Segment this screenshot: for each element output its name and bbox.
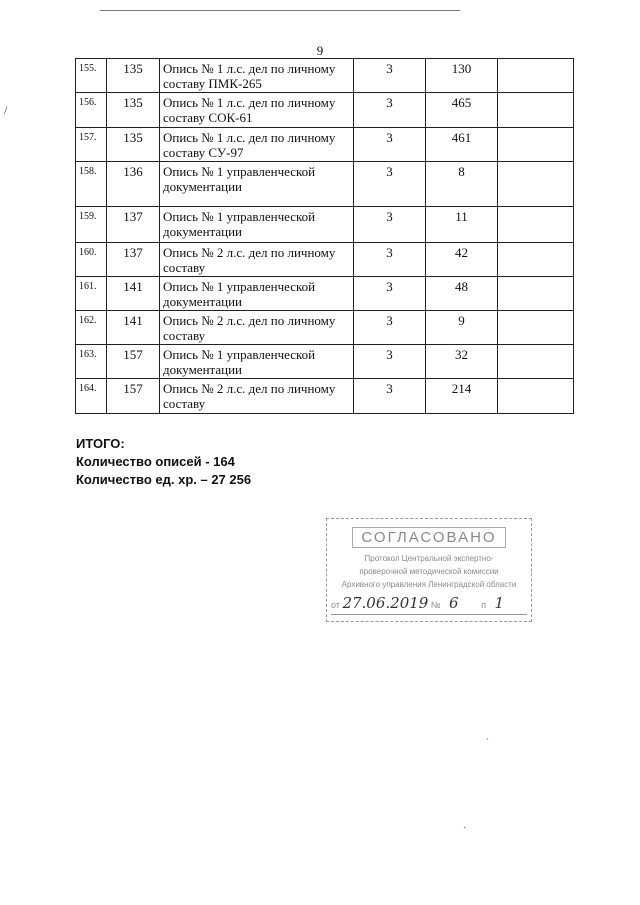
fund-number: 135: [107, 59, 160, 93]
inventory-title: Опись № 1 управленческой документации: [160, 345, 354, 379]
inventory-title: Опись № 2 л.с. дел по личному составу: [160, 379, 354, 414]
table-row: [76, 311, 574, 345]
units-count: 465: [426, 93, 498, 128]
stamp-line-2: проверочной методической комиссии: [359, 567, 499, 576]
inventory-title: Опись № 1 л.с. дел по личному составу СУ-97: [160, 128, 354, 162]
inventory-title: Опись № 1 л.с. дел по личному составу ПМК-265: [160, 59, 354, 93]
storage-term: 3: [354, 93, 426, 128]
units-count: 461: [426, 128, 498, 162]
table-row: [76, 93, 574, 128]
summary-block: [76, 435, 251, 489]
fund-number: 157: [107, 379, 160, 414]
table-row: [76, 379, 574, 414]
table-row: [76, 128, 574, 162]
notes-cell: [498, 128, 574, 162]
fund-number: 157: [107, 345, 160, 379]
row-number: 164.: [76, 379, 107, 414]
units-count: 130: [426, 59, 498, 93]
inventory-title: Опись № 2 л.с. дел по личному составу: [160, 243, 354, 277]
top-rule: [100, 10, 460, 11]
page-number: 9: [316, 43, 324, 58]
stamp-line-3: Архивного управления Ленинградской области: [341, 580, 517, 589]
stamp-heading: СОГЛАСОВАНО: [352, 527, 505, 548]
storage-term: 3: [354, 128, 426, 162]
inventory-title: Опись № 1 л.с. дел по личному составу СОК-61: [160, 93, 354, 128]
stamp-item-prefix: п: [481, 600, 486, 610]
inventory-table: [75, 58, 574, 414]
table-row: [76, 59, 574, 93]
row-number: 159.: [76, 207, 107, 243]
fund-number: 141: [107, 311, 160, 345]
stamp-number: 6: [449, 594, 459, 612]
units-count: 48: [426, 277, 498, 311]
notes-cell: [498, 277, 574, 311]
storage-term: 3: [354, 345, 426, 379]
units-count: 214: [426, 379, 498, 414]
speck-mark: ˎ: [486, 730, 489, 740]
summary-inventories: Количество описей - 164: [76, 454, 235, 469]
table-row: [76, 345, 574, 379]
notes-cell: [498, 93, 574, 128]
speck-mark-2: ˎ: [463, 818, 467, 829]
inventory-title: Опись № 2 л.с. дел по личному составу: [160, 311, 354, 345]
units-count: 32: [426, 345, 498, 379]
inventory-title: Опись № 1 управленческой документации: [160, 277, 354, 311]
storage-term: 3: [354, 59, 426, 93]
notes-cell: [498, 162, 574, 207]
fund-number: 136: [107, 162, 160, 207]
row-number: 162.: [76, 311, 107, 345]
fund-number: 135: [107, 128, 160, 162]
notes-cell: [498, 243, 574, 277]
stamp-item: 1: [494, 594, 505, 612]
margin-mark: /: [4, 103, 8, 117]
summary-units: Количество ед. хр. – 27 256: [76, 472, 252, 487]
units-count: 42: [426, 243, 498, 277]
storage-term: 3: [354, 162, 426, 207]
row-number: 157.: [76, 128, 107, 162]
notes-cell: [498, 311, 574, 345]
inventory-title: Опись № 1 управленческой документации: [160, 207, 354, 243]
storage-term: 3: [354, 243, 426, 277]
units-count: 9: [426, 311, 498, 345]
table-row: [76, 162, 574, 207]
table-row: [76, 277, 574, 311]
fund-number: 135: [107, 93, 160, 128]
row-number: 155.: [76, 59, 107, 93]
storage-term: 3: [354, 277, 426, 311]
fund-number: 137: [107, 207, 160, 243]
row-number: 163.: [76, 345, 107, 379]
units-count: 11: [426, 207, 498, 243]
approval-stamp: [326, 518, 532, 622]
row-number: 158.: [76, 162, 107, 207]
row-number: 156.: [76, 93, 107, 128]
stamp-bottom-line: [331, 594, 527, 615]
storage-term: 3: [354, 207, 426, 243]
stamp-line-1: Протокол Центральной экспертно-: [364, 554, 494, 563]
inventory-table-body: [76, 59, 574, 414]
fund-number: 137: [107, 243, 160, 277]
fund-number: 141: [107, 277, 160, 311]
notes-cell: [498, 207, 574, 243]
row-number: 160.: [76, 243, 107, 277]
stamp-date-prefix: от: [331, 600, 340, 610]
row-number: 161.: [76, 277, 107, 311]
stamp-date: 27.06.2019: [342, 594, 429, 612]
table-row: [76, 243, 574, 277]
table-row: [76, 207, 574, 243]
storage-term: 3: [354, 379, 426, 414]
notes-cell: [498, 345, 574, 379]
storage-term: 3: [354, 311, 426, 345]
stamp-number-sign: №: [430, 600, 441, 610]
inventory-title: Опись № 1 управленческой документации: [160, 162, 354, 207]
notes-cell: [498, 59, 574, 93]
notes-cell: [498, 379, 574, 414]
summary-heading: ИТОГО:: [76, 436, 125, 451]
units-count: 8: [426, 162, 498, 207]
